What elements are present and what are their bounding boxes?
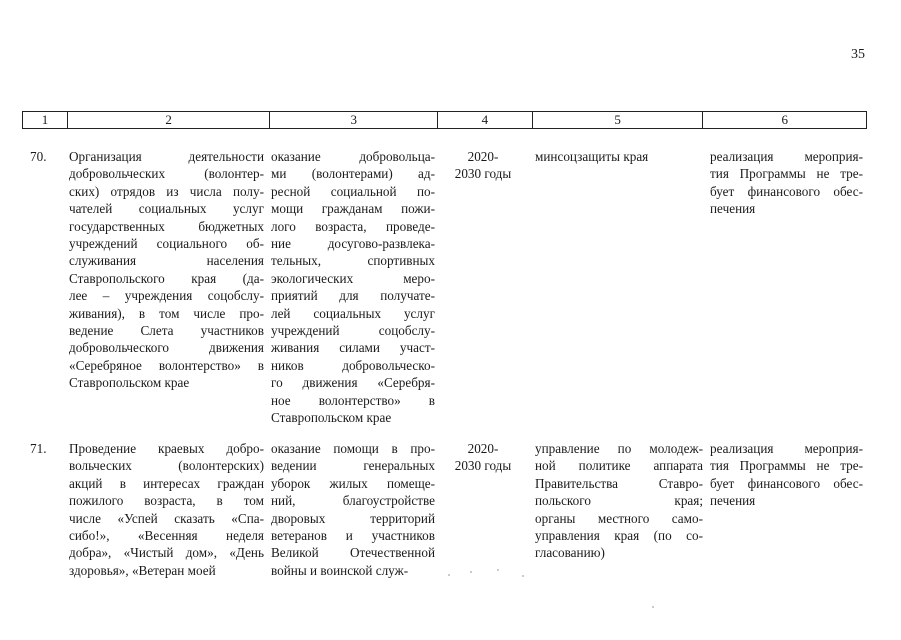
- cell-line: дворовых территорий: [271, 510, 435, 526]
- cell-line: ресной социальной по-: [271, 183, 435, 199]
- cell-line: органы местного само-: [535, 510, 703, 526]
- header-col-1: 1: [23, 112, 68, 128]
- cell-line: служивания населения: [69, 253, 264, 269]
- event-content: [271, 440, 435, 579]
- cell-line: печения: [710, 493, 756, 509]
- row-number: 70.: [30, 149, 47, 164]
- event-period: [444, 148, 522, 183]
- cell-line: государственных бюджетных: [69, 218, 264, 234]
- cell-line: оказание помощи в про-: [271, 441, 435, 456]
- cell-line: сибо!», «Весенняя неделя: [69, 528, 264, 544]
- cell-line: «Серебряное волонтерство» в: [69, 357, 264, 373]
- cell-line: бует финансового обес-: [710, 183, 863, 199]
- cell-line: ских) отрядов из числа полу-: [69, 183, 264, 199]
- cell-line: добровольческих (волонтер-: [69, 166, 264, 182]
- cell-line: лого возраста, проведе-: [271, 218, 435, 234]
- cell-line: Проведение краевых добро-: [69, 441, 264, 456]
- cell-line: здоровья», «Ветеран моей: [69, 562, 216, 578]
- cell-line: печения: [710, 201, 756, 217]
- cell-line: Правительства Ставро-: [535, 475, 703, 491]
- cell-line: ний, благоустройстве: [271, 493, 435, 509]
- cell-line: приятий для получате-: [271, 288, 435, 304]
- cell-line: Ставропольского края (да-: [69, 270, 264, 286]
- cell-line: бует финансового обес-: [710, 475, 863, 491]
- event-note: [710, 148, 863, 218]
- header-col-2: 2: [68, 112, 271, 128]
- cell-line: вольческих (волонтерских): [69, 458, 264, 474]
- cell-line: учреждений соцобслу-: [271, 323, 435, 339]
- event-content: [271, 148, 435, 427]
- row-number: 71.: [30, 441, 47, 456]
- event-period: [444, 440, 522, 475]
- cell-line: акций в интересах граждан: [69, 475, 264, 491]
- cell-line: учреждений социального об-: [69, 236, 264, 252]
- cell-line: добровольческого движения: [69, 340, 264, 356]
- cell-line: управление по молодеж-: [535, 441, 703, 456]
- cell-line: ведении генеральных: [271, 458, 435, 474]
- cell-line: ветеранов и участников: [271, 528, 435, 544]
- cell-line: добра», «Чистый дом», «День: [69, 545, 264, 561]
- event-name: [69, 440, 264, 579]
- cell-line: 2020-: [467, 441, 499, 456]
- scan-speck: [522, 575, 524, 577]
- event-executor: [535, 440, 703, 562]
- cell-line: ников добровольческо-: [271, 357, 435, 373]
- cell-line: го движения «Серебря-: [271, 375, 435, 391]
- cell-line: ной политике аппарата: [535, 458, 703, 474]
- cell-line: тия Программы не тре-: [710, 458, 863, 474]
- scan-speck: [652, 606, 654, 608]
- cell-line: числе «Успей сказать «Спа-: [69, 510, 264, 526]
- cell-line: уборок жилых помеще-: [271, 475, 435, 491]
- cell-line: 2030 годы: [454, 458, 512, 474]
- cell-line: тельных, спортивных: [271, 253, 435, 269]
- cell-line: живания), в том числе про-: [69, 305, 264, 321]
- column-number-header: [22, 111, 867, 129]
- cell-line: гласованию): [535, 545, 605, 561]
- header-col-4: 4: [438, 112, 533, 128]
- header-col-6: 6: [781, 112, 788, 127]
- cell-line: лей социальных услуг: [271, 305, 435, 321]
- cell-line: мощи гражданам пожи-: [271, 201, 435, 217]
- scan-speck: [448, 574, 450, 576]
- cell-line: ведение Слета участников: [69, 323, 264, 339]
- event-name: [69, 148, 264, 392]
- cell-line: тия Программы не тре-: [710, 166, 863, 182]
- scan-speck: [470, 571, 472, 573]
- cell-line: Ставропольском крае: [69, 375, 190, 391]
- cell-line: пожилого возраста, в том: [69, 493, 264, 509]
- header-col-3: 3: [270, 112, 438, 128]
- cell-line: управления края (по со-: [535, 528, 703, 544]
- page-number: 35: [851, 47, 865, 62]
- cell-line: 2030 годы: [454, 166, 512, 182]
- cell-line: ние досугово-развлека-: [271, 236, 435, 252]
- cell-line: лее – учреждения соцобслу-: [69, 288, 264, 304]
- cell-line: чателей социальных услуг: [69, 201, 264, 217]
- event-note: [710, 440, 863, 510]
- cell-line: Великой Отечественной: [271, 545, 435, 561]
- cell-line: реализация мероприя-: [710, 149, 863, 164]
- cell-line: реализация мероприя-: [710, 441, 863, 456]
- cell-line: войны и воинской служ-: [271, 562, 409, 578]
- cell-line: минсоцзащиты края: [535, 149, 649, 164]
- cell-line: Ставропольском крае: [271, 410, 392, 426]
- cell-line: Организация деятельности: [69, 149, 264, 164]
- cell-line: оказание добровольца-: [271, 149, 435, 164]
- header-col-5: 5: [533, 112, 704, 128]
- cell-line: 2020-: [467, 149, 499, 164]
- cell-line: живания силами участ-: [271, 340, 435, 356]
- scan-speck: [497, 569, 499, 571]
- cell-line: ми (волонтерами) ад-: [271, 166, 435, 182]
- cell-line: ное волонтерство» в: [271, 392, 435, 408]
- cell-line: польского края;: [535, 493, 703, 509]
- event-executor: [535, 148, 703, 165]
- cell-line: экологических меро-: [271, 270, 435, 286]
